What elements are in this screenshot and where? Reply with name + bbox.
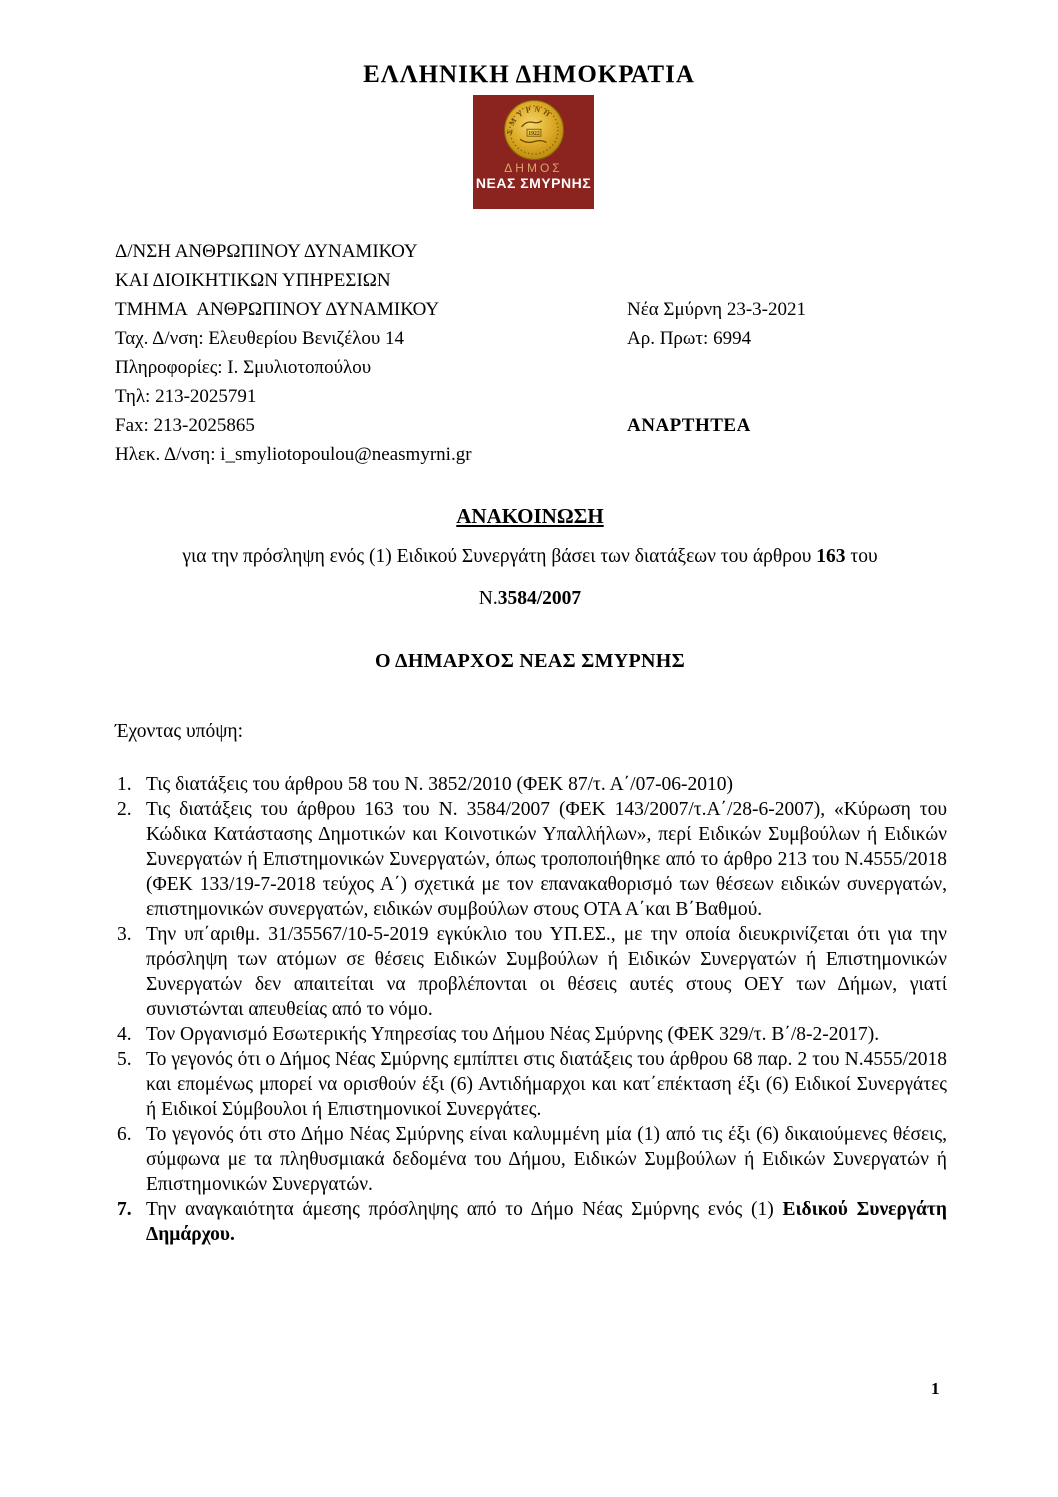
notice-list-item: 1. Τις διατάξεις του άρθρου 58 του Ν. 3852/2010 (ΦΕΚ 87/τ. Α΄/07-06-2010) bbox=[117, 774, 734, 795]
notice-list-item: 7. Την αναγκαιότητα άμεσης πρόσληψης από το Δήμο Νέας Σμύρνης ενός (1) Ειδικού Συνεργάτη Δημάρχου. bbox=[117, 1199, 947, 1245]
logo-municipality-name: ΝΕΑΣ ΣΜΥΡΝΗΣ bbox=[475, 175, 592, 191]
notice-list-item: 4. Τον Οργανισμό Εσωτερικής Υπηρεσίας του Δήμου Νέας Σμύρνης (ΦΕΚ 329/τ. Β΄/8-2-2017). bbox=[117, 1024, 880, 1045]
letterhead-left-column bbox=[115, 237, 945, 469]
list-item-number: 4. bbox=[117, 1024, 132, 1045]
having-regard-label: Έχοντας υπόψη: bbox=[115, 721, 244, 742]
mayor-heading: Ο ΔΗΜΑΡΧΟΣ ΝΕΑΣ ΣΜΥΡΝΗΣ bbox=[374, 650, 686, 672]
letterhead-line: ΚΑΙ ΔΙΟΙΚΗΤΙΚΩΝ ΥΠΗΡΕΣΙΩΝ bbox=[115, 270, 391, 291]
letterhead-protocol-number: Αρ. Πρωτ: 6994 bbox=[627, 328, 752, 349]
letterhead-line: Fax: 213-2025865 bbox=[115, 415, 255, 436]
letterhead-line: Ηλεκ. Δ/νση: i_smyliotopoulou@neasmyrni.gr bbox=[115, 444, 472, 465]
letterhead-line: Δ/ΝΣΗ ΑΝΘΡΩΠΙΝΟΥ ΔΥΝΑΜΙΚΟΥ bbox=[115, 241, 418, 262]
notice-list-item: 2. Τις διατάξεις του άρθρου 163 του Ν. 3584/2007 (ΦΕΚ 143/2007/τ.Α΄/28-6-2007), «Κύρωση του Κώδικα Κατάστασης Δημοτικών και Κοινοτικών Υπαλλήλων», περί Ειδικών Συμβούλων ή Ειδικών Συνεργατών ή Επιστημονικών Συνεργατών, όπως τροποποιήθηκε από το άρθρο 213 του Ν.4555/2018 (ΦΕΚ 133/19-7-2018 τεύχος Α΄) σχετικά με τον επανακαθορισμό των θέσεων ειδικών συνεργατών, επιστημονικών συνεργατών, ειδικών συμβούλων στους ΟΤΑ Α΄και Β΄Βαθμού. bbox=[117, 799, 947, 920]
svg-text:ΣΜΥΡΝΗ: ΣΜΥΡΝΗ bbox=[504, 104, 554, 135]
notice-list-item: 3. Την υπ΄αριθμ. 31/35567/10-5-2019 εγκύκλιο του ΥΠ.ΕΣ., με την οποία διευκρινίζεται ότι για την πρόσληψη των ατόμων σε θέσεις Ειδικών Συμβούλων ή Ειδικών Συνεργατών ή Επιστημονικών Συνεργατών δεν απαιτείται να προβλέπονται οι θέσεις αυτές στους ΟΕΥ των Δήμων, γιατί συνιστώνται απευθείας από το νόμο. bbox=[117, 924, 947, 1020]
list-item-number: 2. bbox=[117, 799, 132, 820]
page-number: 1 bbox=[931, 1379, 940, 1398]
letterhead-date: Νέα Σμύρνη 23-3-2021 bbox=[627, 299, 806, 320]
notice-list-item: 6. Το γεγονός ότι στο Δήμο Νέας Σμύρνης είναι καλυμμένη μία (1) από τις έξι (6) δικαιούμενες θέσεις, σύμφωνα με τα πληθυσμιακά δεδομένα του Δήμου, Ειδικών Συμβούλων ή Ειδικών Συνεργατών ή Επιστημονικών Συνεργατών. bbox=[117, 1124, 947, 1195]
notice-considerations-list bbox=[115, 772, 947, 1247]
list-item-number: 3. bbox=[117, 924, 132, 945]
svg-text:1922: 1922 bbox=[527, 131, 540, 138]
letterhead-line: Ταχ. Δ/νση: Ελευθερίου Βενιζέλου 14 bbox=[115, 328, 405, 349]
logo-municipality-word: ΔΗΜΟΣ bbox=[504, 161, 563, 175]
municipality-logo bbox=[473, 95, 594, 209]
letterhead-posting-label: ΑΝΑΡΤΗΤΕΑ bbox=[627, 415, 751, 436]
letterhead bbox=[115, 237, 945, 469]
list-item-number: 1. bbox=[117, 774, 132, 795]
notice-law-reference: Ν.3584/2007 bbox=[478, 588, 582, 609]
notice-list-item: 5. Το γεγονός ότι ο Δήμος Νέας Σμύρνης εμπίπτει στις διατάξεις του άρθρου 68 παρ. 2 του Ν.4555/2018 και επομένως μπορεί να ορισθούν έξι (6) Αντιδήμαρχοι και κατ΄επέκταση έξι (6) Ειδικοί Συνεργάτες ή Ειδικοί Σύμβουλοι ή Επιστημονικοί Συνεργάτες. bbox=[117, 1049, 947, 1120]
letterhead-line: Πληροφορίες: Ι. Σμυλιοτοπούλου bbox=[115, 357, 372, 378]
smyrna-coin-icon bbox=[503, 99, 565, 161]
list-item-number: 5. bbox=[117, 1049, 132, 1070]
letterhead-line: Τηλ: 213-2025791 bbox=[115, 386, 257, 407]
list-item-number: 6. bbox=[117, 1124, 132, 1145]
list-item-number: 7. bbox=[117, 1199, 132, 1220]
notice-subtitle: για την πρόσληψη ενός (1) Ειδικού Συνεργάτη βάσει των διατάξεων του άρθρου 163 του bbox=[182, 546, 878, 567]
letterhead-line: ΤΜΗΜΑ ΑΝΘΡΩΠΙΝΟΥ ΔΥΝΑΜΙΚΟΥ bbox=[115, 299, 440, 320]
page-title: ΕΛΛΗΝΙΚΗ ΔΗΜΟΚΡΑΤΙΑ bbox=[363, 61, 695, 88]
notice-title: ΑΝΑΚΟΙΝΩΣΗ bbox=[456, 504, 604, 528]
